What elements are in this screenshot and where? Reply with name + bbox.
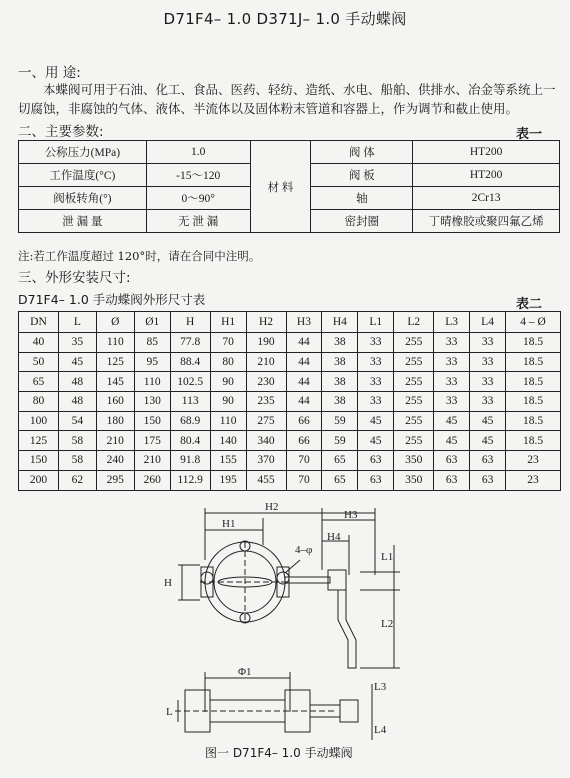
table-cell: 125 bbox=[96, 352, 134, 372]
table-cell: 33 bbox=[434, 352, 470, 372]
column-header: H4 bbox=[322, 312, 358, 333]
table-cell: 63 bbox=[434, 470, 470, 490]
table-cell: 110 bbox=[96, 333, 134, 353]
table-cell: 66 bbox=[286, 431, 322, 451]
table-cell: 18.5 bbox=[506, 411, 561, 431]
table-cell: 58 bbox=[58, 431, 96, 451]
table-cell: 18.5 bbox=[506, 431, 561, 451]
table-cell: 210 bbox=[96, 431, 134, 451]
material-part: 阀 板 bbox=[311, 164, 413, 187]
handle-lever bbox=[338, 590, 356, 668]
table-cell: 38 bbox=[322, 392, 358, 412]
table-cell: 80.4 bbox=[170, 431, 210, 451]
table-cell: 195 bbox=[210, 470, 246, 490]
table-cell: 85 bbox=[134, 333, 170, 353]
table-cell: 18.5 bbox=[506, 333, 561, 353]
material-part: 轴 bbox=[311, 187, 413, 210]
table-cell: 80 bbox=[210, 352, 246, 372]
column-header: L1 bbox=[358, 312, 394, 333]
table-cell: 62 bbox=[58, 470, 96, 490]
table-cell: 33 bbox=[434, 372, 470, 392]
table-cell: 45 bbox=[58, 352, 96, 372]
table-cell: 44 bbox=[286, 372, 322, 392]
table-cell: 130 bbox=[134, 392, 170, 412]
table-cell: 59 bbox=[322, 411, 358, 431]
label-h1: H1 bbox=[222, 518, 236, 530]
table-cell: 18.5 bbox=[506, 392, 561, 412]
usage-paragraph: 本蝶阀可用于石油、化工、食品、医药、轻纺、造纸、水电、船舶、供排水、冶金等系统上一切腐蚀，非腐蚀的气体、液体、半流体以及固体粉末管道和容器上，作为调节和截止使用。 bbox=[18, 82, 556, 116]
table-cell: 113 bbox=[170, 392, 210, 412]
table-row bbox=[19, 411, 561, 431]
label-h4: H4 bbox=[327, 531, 341, 543]
table-cell: 455 bbox=[246, 470, 286, 490]
table-cell: 255 bbox=[394, 333, 434, 353]
table-cell: 175 bbox=[134, 431, 170, 451]
table-cell: 33 bbox=[470, 352, 506, 372]
table-cell: 155 bbox=[210, 451, 246, 471]
table-cell: 125 bbox=[19, 431, 59, 451]
table-cell: 80 bbox=[19, 392, 59, 412]
table-row bbox=[19, 451, 561, 471]
table-cell: 54 bbox=[58, 411, 96, 431]
table-cell: 260 bbox=[134, 470, 170, 490]
table-cell: 150 bbox=[19, 451, 59, 471]
table-cell: 145 bbox=[96, 372, 134, 392]
table-cell: 90 bbox=[210, 372, 246, 392]
column-header: L4 bbox=[470, 312, 506, 333]
table-cell: 44 bbox=[286, 333, 322, 353]
label-h: H bbox=[164, 577, 172, 589]
table-row bbox=[19, 372, 561, 392]
column-header: H2 bbox=[246, 312, 286, 333]
table-cell: 33 bbox=[470, 392, 506, 412]
table-cell: 150 bbox=[134, 411, 170, 431]
label-l2: L2 bbox=[381, 618, 394, 630]
table-cell: 33 bbox=[358, 352, 394, 372]
table-cell: 59 bbox=[322, 431, 358, 451]
label-holes: 4–φ bbox=[295, 544, 313, 556]
table-cell: 255 bbox=[394, 352, 434, 372]
table-cell: 48 bbox=[58, 392, 96, 412]
table-row bbox=[19, 431, 561, 451]
label-l4: L4 bbox=[374, 724, 387, 736]
table-cell: 65 bbox=[19, 372, 59, 392]
table-cell: 44 bbox=[286, 392, 322, 412]
table-cell: 38 bbox=[322, 333, 358, 353]
table-cell: 23 bbox=[506, 470, 561, 490]
param-value: 1.0 bbox=[146, 141, 250, 164]
table-cell: 38 bbox=[322, 352, 358, 372]
table-cell: 200 bbox=[19, 470, 59, 490]
figure-caption: 图一 D71F4– 1.0 手动蝶阀 bbox=[205, 746, 353, 760]
table-cell: 45 bbox=[470, 431, 506, 451]
column-header: L2 bbox=[394, 312, 434, 333]
table-cell: 45 bbox=[434, 411, 470, 431]
table-cell: 65 bbox=[322, 451, 358, 471]
table-cell: 23 bbox=[506, 451, 561, 471]
column-header: H3 bbox=[286, 312, 322, 333]
column-header: H bbox=[170, 312, 210, 333]
table-cell: 63 bbox=[358, 451, 394, 471]
table-row bbox=[19, 333, 561, 353]
dimensions-table-title: D71F4– 1.0 手动蝶阀外形尺寸表 bbox=[18, 292, 206, 307]
table-cell: 33 bbox=[358, 372, 394, 392]
table-cell: 190 bbox=[246, 333, 286, 353]
material-part: 密封圈 bbox=[311, 210, 413, 233]
table-cell: 18.5 bbox=[506, 372, 561, 392]
column-header: L bbox=[58, 312, 96, 333]
table-cell: 45 bbox=[358, 431, 394, 451]
table-cell: 33 bbox=[470, 333, 506, 353]
table-cell: 240 bbox=[96, 451, 134, 471]
table-cell: 160 bbox=[96, 392, 134, 412]
table2-label: 表二 bbox=[516, 297, 543, 312]
table-cell: 58 bbox=[58, 451, 96, 471]
material-value: HT200 bbox=[413, 164, 560, 187]
material-label: 材 料 bbox=[250, 141, 311, 233]
table-cell: 110 bbox=[134, 372, 170, 392]
material-value: 丁晴橡胶或聚四氟乙烯 bbox=[413, 210, 560, 233]
table-cell: 110 bbox=[210, 411, 246, 431]
column-header: Ø1 bbox=[134, 312, 170, 333]
table-cell: 45 bbox=[434, 431, 470, 451]
table-cell: 255 bbox=[394, 431, 434, 451]
table-cell: 63 bbox=[358, 470, 394, 490]
table-cell: 63 bbox=[470, 470, 506, 490]
label-phi1: Φ1 bbox=[238, 666, 252, 678]
table-cell: 65 bbox=[322, 470, 358, 490]
section-params-heading: 二、主要参数: bbox=[18, 124, 104, 140]
table-cell: 230 bbox=[246, 372, 286, 392]
table-cell: 100 bbox=[19, 411, 59, 431]
table-cell: 77.8 bbox=[170, 333, 210, 353]
table-cell: 35 bbox=[58, 333, 96, 353]
section-dimensions-heading: 三、外形安装尺寸: bbox=[18, 270, 131, 286]
table-cell: 210 bbox=[134, 451, 170, 471]
table-cell: 91.8 bbox=[170, 451, 210, 471]
bolt-hole bbox=[201, 572, 213, 584]
page-title: D71F4– 1.0 D371J– 1.0 手动蝶阀 bbox=[163, 10, 407, 28]
table-cell: 33 bbox=[470, 372, 506, 392]
table-cell: 112.9 bbox=[170, 470, 210, 490]
section-usage-heading: 一、用 途: bbox=[18, 65, 81, 81]
material-value: 2Cr13 bbox=[413, 187, 560, 210]
label-l3: L3 bbox=[374, 681, 387, 693]
label-h2: H2 bbox=[265, 501, 279, 513]
table-header-row bbox=[19, 312, 561, 333]
table-cell: 33 bbox=[434, 333, 470, 353]
param-value: 无 泄 漏 bbox=[146, 210, 250, 233]
table-cell: 140 bbox=[210, 431, 246, 451]
table-cell: 38 bbox=[322, 372, 358, 392]
table-cell: 102.5 bbox=[170, 372, 210, 392]
table-row bbox=[19, 470, 561, 490]
table-cell: 255 bbox=[394, 372, 434, 392]
table-cell: 33 bbox=[358, 392, 394, 412]
table-cell: 33 bbox=[434, 392, 470, 412]
table-cell: 18.5 bbox=[506, 352, 561, 372]
column-header: DN bbox=[19, 312, 59, 333]
column-header: Ø bbox=[96, 312, 134, 333]
table-cell: 370 bbox=[246, 451, 286, 471]
table-cell: 63 bbox=[470, 451, 506, 471]
label-h3: H3 bbox=[344, 509, 358, 521]
table-cell: 88.4 bbox=[170, 352, 210, 372]
column-header: H1 bbox=[210, 312, 246, 333]
table-cell: 70 bbox=[286, 451, 322, 471]
table-cell: 180 bbox=[96, 411, 134, 431]
column-header: 4 – Ø bbox=[506, 312, 561, 333]
table-cell: 340 bbox=[246, 431, 286, 451]
table-cell: 45 bbox=[358, 411, 394, 431]
valve-stem bbox=[285, 577, 330, 583]
table-cell: 33 bbox=[358, 333, 394, 353]
table-cell: 44 bbox=[286, 352, 322, 372]
handle-head bbox=[328, 570, 346, 590]
table-cell: 350 bbox=[394, 451, 434, 471]
material-value: HT200 bbox=[413, 141, 560, 164]
label-l1: L1 bbox=[381, 551, 394, 563]
table-cell: 90 bbox=[210, 392, 246, 412]
table-cell: 295 bbox=[96, 470, 134, 490]
table-row bbox=[19, 352, 561, 372]
table-cell: 68.9 bbox=[170, 411, 210, 431]
params-note: 注:若工作温度超过 120°时，请在合同中注明。 bbox=[18, 249, 261, 263]
material-part: 阀 体 bbox=[311, 141, 413, 164]
valve-drawing bbox=[150, 498, 420, 760]
table-cell: 275 bbox=[246, 411, 286, 431]
table-cell: 235 bbox=[246, 392, 286, 412]
table-cell: 50 bbox=[19, 352, 59, 372]
params-table bbox=[18, 140, 560, 233]
table-row bbox=[19, 141, 560, 164]
handle-head-side bbox=[340, 700, 358, 722]
dimensions-table bbox=[18, 311, 561, 491]
column-header: L3 bbox=[434, 312, 470, 333]
table1-label: 表一 bbox=[516, 127, 543, 142]
table-cell: 48 bbox=[58, 372, 96, 392]
table-cell: 95 bbox=[134, 352, 170, 372]
param-value: -15～120 bbox=[146, 164, 250, 187]
table-cell: 255 bbox=[394, 411, 434, 431]
table-cell: 210 bbox=[246, 352, 286, 372]
table-cell: 70 bbox=[286, 470, 322, 490]
table-cell: 45 bbox=[470, 411, 506, 431]
table-cell: 66 bbox=[286, 411, 322, 431]
param-name: 泄 漏 量 bbox=[19, 210, 147, 233]
param-name: 工作温度(°C) bbox=[19, 164, 147, 187]
table-cell: 70 bbox=[210, 333, 246, 353]
param-name: 阀板转角(°) bbox=[19, 187, 147, 210]
table-cell: 255 bbox=[394, 392, 434, 412]
param-value: 0～90° bbox=[146, 187, 250, 210]
table-cell: 350 bbox=[394, 470, 434, 490]
table-row bbox=[19, 392, 561, 412]
table-cell: 40 bbox=[19, 333, 59, 353]
param-name: 公称压力(MPa) bbox=[19, 141, 147, 164]
table-cell: 63 bbox=[434, 451, 470, 471]
label-l: L bbox=[166, 706, 173, 718]
